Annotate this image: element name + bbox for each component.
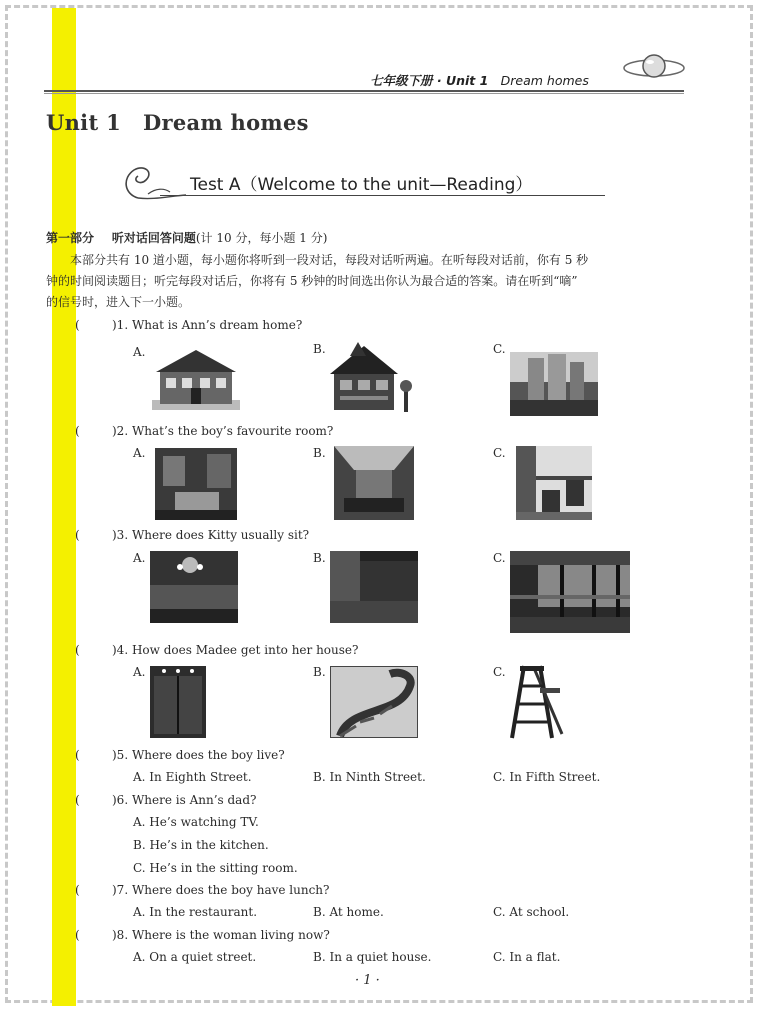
highlight-bar bbox=[52, 8, 76, 1006]
instruction-line-2: 钟的时间阅读题目；听完每段对话后，你将有 5 秒钟的时间选出你认为最合适的答案。请在听到“嘀” bbox=[46, 274, 578, 288]
answer-blank[interactable]: ( bbox=[75, 528, 80, 542]
option-c: C. In a flat. bbox=[493, 950, 561, 964]
question-3: )3. Where does Kitty usually sit? bbox=[112, 528, 310, 542]
answer-blank[interactable]: ( bbox=[75, 793, 80, 807]
unit-title bbox=[46, 110, 309, 135]
option-b: B. In Ninth Street. bbox=[313, 770, 426, 784]
option-label: A. bbox=[133, 446, 146, 460]
option-a: A. On a quiet street. bbox=[133, 950, 257, 964]
option-c: C. At school. bbox=[493, 905, 570, 919]
section-score: (计 10 分，每小题 1 分) bbox=[195, 231, 328, 245]
option-label: B. bbox=[313, 551, 326, 565]
question-2: )2. What’s the boy’s favourite room? bbox=[112, 424, 334, 438]
option-label: A. bbox=[133, 345, 146, 359]
question-5: )5. Where does the boy live? bbox=[112, 748, 285, 762]
test-title: Test A（Welcome to the unit—Reading） bbox=[190, 175, 533, 195]
option-label: C. bbox=[493, 551, 506, 565]
option-c: C. In Fifth Street. bbox=[493, 770, 601, 784]
saturn-icon bbox=[622, 50, 686, 86]
instruction-line-1: 本部分共有 10 道小题，每小题你将听到一段对话，每段对话听两遍。在听每段对话前，你有 5 秒 bbox=[70, 253, 589, 267]
option-b: B. In a quiet house. bbox=[313, 950, 432, 964]
study-room-image bbox=[334, 446, 414, 520]
victorian-house-image bbox=[330, 342, 418, 414]
running-head bbox=[370, 71, 589, 89]
question-6: )6. Where is Ann’s dad? bbox=[112, 793, 257, 807]
option-label: B. bbox=[313, 665, 326, 679]
question-4: )4. How does Madee get into her house? bbox=[112, 643, 359, 657]
test-title-rule bbox=[160, 195, 605, 196]
running-head-bold: 七年级下册 · Unit 1 bbox=[370, 73, 489, 88]
answer-blank[interactable]: ( bbox=[75, 748, 80, 762]
option-c: C. He’s in the sitting room. bbox=[133, 861, 298, 875]
running-head-rest: Dream homes bbox=[500, 73, 589, 88]
bedroom-image bbox=[155, 448, 237, 520]
spiral-staircase-image bbox=[330, 666, 418, 738]
lift-image bbox=[150, 666, 206, 738]
option-b: B. At home. bbox=[313, 905, 384, 919]
header-rule bbox=[44, 90, 684, 92]
flourish-ornament-icon bbox=[118, 158, 188, 204]
option-a: A. In the restaurant. bbox=[133, 905, 258, 919]
option-a: A. In Eighth Street. bbox=[133, 770, 252, 784]
option-b: B. He’s in the kitchen. bbox=[133, 838, 269, 852]
answer-blank[interactable]: ( bbox=[75, 883, 80, 897]
option-label: B. bbox=[313, 342, 326, 356]
section-label: 第一部分 bbox=[46, 231, 95, 245]
section-title: 听对话回答问题 bbox=[111, 231, 196, 245]
answer-blank[interactable]: ( bbox=[75, 318, 80, 332]
option-label: B. bbox=[313, 446, 326, 460]
answer-blank[interactable]: ( bbox=[75, 643, 80, 657]
ladder-image bbox=[510, 664, 564, 740]
hall-chandelier-image bbox=[150, 551, 238, 623]
option-label: A. bbox=[133, 665, 146, 679]
section-heading bbox=[46, 229, 327, 246]
apartment-block-image bbox=[510, 352, 598, 416]
option-label: C. bbox=[493, 665, 506, 679]
answer-blank[interactable]: ( bbox=[75, 424, 80, 438]
option-label: C. bbox=[493, 446, 506, 460]
balcony-image bbox=[516, 446, 592, 520]
page-number: · 1 · bbox=[355, 973, 380, 988]
instruction-line-3: 的信号时，进入下一小题。 bbox=[46, 295, 191, 309]
cottage-house-image bbox=[152, 348, 240, 410]
verandah-image bbox=[510, 551, 630, 633]
header-rule-thin bbox=[44, 93, 684, 94]
option-label: C. bbox=[493, 342, 506, 356]
question-8: )8. Where is the woman living now? bbox=[112, 928, 330, 942]
question-7: )7. Where does the boy have lunch? bbox=[112, 883, 330, 897]
unit-name: Dream homes bbox=[142, 110, 309, 135]
empty-room-image bbox=[330, 551, 418, 623]
option-label: A. bbox=[133, 551, 146, 565]
option-a: A. He’s watching TV. bbox=[133, 815, 259, 829]
question-1: )1. What is Ann’s dream home? bbox=[112, 318, 303, 332]
answer-blank[interactable]: ( bbox=[75, 928, 80, 942]
unit-number: Unit 1 bbox=[46, 110, 121, 135]
